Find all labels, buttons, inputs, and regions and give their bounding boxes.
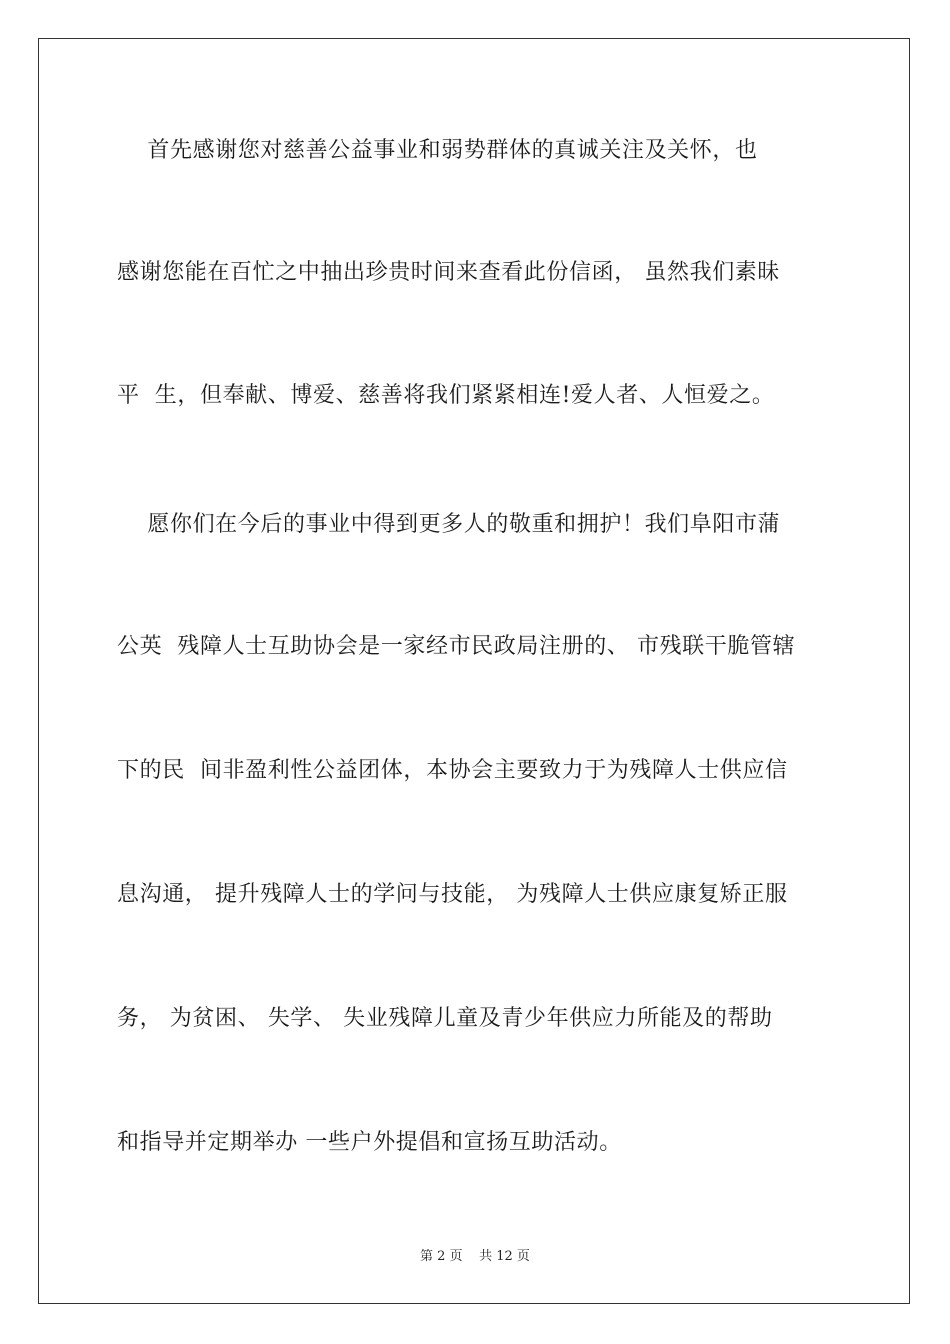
paragraph-line: 下的民 间非盈利性公益团体，本协会主要致力于为残障人士供应信: [117, 758, 788, 783]
paragraph-line: 首先感谢您对慈善公益事业和弱势群体的真诚关注及关怀，也: [117, 138, 758, 163]
paragraph-line: 务， 为贫困、 失学、 失业残障儿童及青少年供应力所能及的帮助: [117, 1006, 773, 1031]
paragraph-line: 平 生，但奉献、博爱、慈善将我们紧紧相连!爱人者、人恒爱之。: [117, 383, 775, 408]
paragraph-line: 愿你们在今后的事业中得到更多人的敬重和拥护！我们阜阳市蒲: [117, 512, 781, 537]
page-frame: [38, 38, 910, 1304]
paragraph-line: 公英 残障人士互助协会是一家经市民政局注册的、 市残联干脆管辖: [117, 634, 796, 659]
total-pages: 共 12 页: [479, 1249, 530, 1264]
page-number: 第 2 页: [420, 1249, 463, 1264]
paragraph-line: 和指导并定期举办 一些户外提倡和宣扬互助活动。: [117, 1130, 622, 1155]
paragraph-line: 感谢您能在百忙之中抽出珍贵时间来查看此份信函， 虽然我们素昧: [117, 260, 780, 285]
page-footer: [0, 1248, 950, 1266]
paragraph-line: 息沟通， 提升残障人士的学问与技能， 为残障人士供应康复矫正服: [117, 882, 788, 907]
